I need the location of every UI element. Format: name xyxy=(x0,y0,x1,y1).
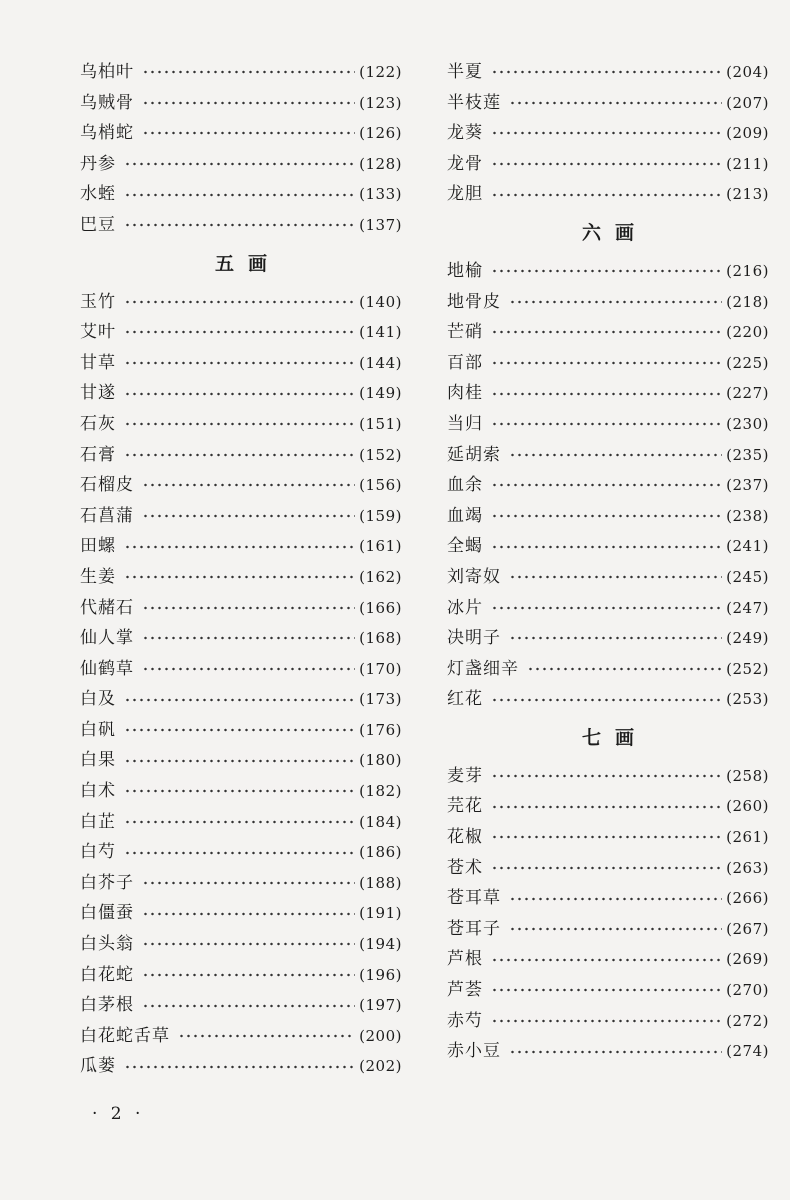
dot-leader xyxy=(142,606,355,610)
entry-page-number: (122) xyxy=(359,63,402,81)
entry-name: 苍术 xyxy=(447,857,483,878)
dot-leader xyxy=(124,1065,355,1069)
toc-entry xyxy=(447,440,769,471)
entry-page-number: (156) xyxy=(359,476,402,495)
toc-entry xyxy=(447,623,769,654)
entry-name: 田螺 xyxy=(80,536,116,557)
dot-leader xyxy=(491,698,722,702)
entry-page-number: (213) xyxy=(726,185,769,204)
toc-entry xyxy=(447,883,769,914)
entry-page-number: (267) xyxy=(726,919,769,938)
entry-page-number: (274) xyxy=(726,1042,769,1061)
toc-entry xyxy=(447,287,769,318)
entry-name: 白术 xyxy=(80,781,116,802)
entry-page-number: (186) xyxy=(359,843,402,862)
entry-name: 甘遂 xyxy=(80,383,116,404)
dot-leader xyxy=(142,514,355,518)
entry-name: 血余 xyxy=(447,475,483,496)
toc-entry xyxy=(447,684,769,715)
entry-page-number: (211) xyxy=(726,154,769,173)
toc-entry xyxy=(80,179,402,210)
dot-leader xyxy=(178,1034,355,1038)
dot-leader xyxy=(509,636,722,640)
toc-entry xyxy=(80,470,402,501)
toc-entry xyxy=(80,378,402,409)
entry-page-number: (166) xyxy=(359,598,402,617)
toc-entry xyxy=(80,562,402,593)
entry-page-number: (161) xyxy=(359,537,402,556)
entry-name: 白花蛇 xyxy=(80,964,134,985)
toc-entry xyxy=(80,88,402,119)
entry-name: 甘草 xyxy=(80,352,116,373)
toc-entry xyxy=(80,684,402,715)
dot-leader xyxy=(142,973,355,977)
entry-page-number: (197) xyxy=(359,996,402,1015)
dot-leader xyxy=(124,728,355,732)
toc-entry xyxy=(447,1036,769,1067)
entry-name: 血竭 xyxy=(447,505,483,526)
dot-leader xyxy=(142,881,355,885)
dot-leader xyxy=(491,131,722,135)
entry-name: 巴豆 xyxy=(80,214,116,235)
toc-entry xyxy=(80,623,402,654)
dot-leader xyxy=(491,606,722,610)
entry-page-number: (202) xyxy=(359,1057,402,1076)
entry-page-number: (247) xyxy=(726,598,769,617)
toc-entry xyxy=(80,776,402,807)
dot-leader xyxy=(142,101,355,105)
entry-page-number: (218) xyxy=(726,292,769,311)
toc-entry xyxy=(447,118,769,149)
dot-leader xyxy=(509,101,722,105)
toc-entry xyxy=(80,210,402,241)
entry-page-number: (269) xyxy=(726,950,769,969)
entry-page-number: (144) xyxy=(359,353,402,372)
dot-leader xyxy=(527,667,722,671)
toc-entry xyxy=(80,868,402,899)
dot-leader xyxy=(142,131,355,135)
dot-leader xyxy=(491,774,722,778)
entry-name: 红花 xyxy=(447,689,483,710)
entry-name: 龙胆 xyxy=(447,184,483,205)
toc-entry xyxy=(80,807,402,838)
dot-leader xyxy=(491,70,722,74)
dot-leader xyxy=(124,759,355,763)
toc-entry xyxy=(80,501,402,532)
entry-name: 白茅根 xyxy=(80,995,134,1016)
entry-page-number: (126) xyxy=(359,124,402,143)
dot-leader xyxy=(124,453,355,457)
entry-name: 延胡索 xyxy=(447,444,501,465)
dot-leader xyxy=(509,927,722,931)
entry-name: 苍耳草 xyxy=(447,888,501,909)
entry-name: 白芍 xyxy=(80,842,116,863)
toc-entry xyxy=(447,593,769,624)
dot-leader xyxy=(509,575,722,579)
dot-leader xyxy=(124,193,355,197)
entry-name: 龙葵 xyxy=(447,123,483,144)
entry-page-number: (272) xyxy=(726,1011,769,1030)
toc-entry xyxy=(447,1006,769,1037)
entry-page-number: (209) xyxy=(726,124,769,143)
entry-page-number: (140) xyxy=(359,292,402,311)
dot-leader xyxy=(124,820,355,824)
entry-name: 白矾 xyxy=(80,719,116,740)
entry-page-number: (184) xyxy=(359,812,402,831)
toc-entry xyxy=(80,287,402,318)
entry-page-number: (196) xyxy=(359,965,402,984)
entry-name: 白芥子 xyxy=(80,872,134,893)
entry-page-number: (260) xyxy=(726,797,769,816)
entry-name: 半夏 xyxy=(447,62,483,82)
dot-leader xyxy=(124,300,355,304)
dot-leader xyxy=(491,483,722,487)
entry-name: 代赭石 xyxy=(80,597,134,618)
entry-name: 石榴皮 xyxy=(80,475,134,496)
dot-leader xyxy=(491,193,722,197)
entry-name: 石膏 xyxy=(80,444,116,465)
toc-entry xyxy=(80,745,402,776)
left-column xyxy=(80,57,402,1082)
toc-entry xyxy=(80,149,402,180)
dot-leader xyxy=(491,988,722,992)
entry-name: 地榆 xyxy=(447,260,483,281)
dot-leader xyxy=(142,483,355,487)
entry-name: 乌梢蛇 xyxy=(80,123,134,144)
entry-page-number: (235) xyxy=(726,445,769,464)
entry-name: 肉桂 xyxy=(447,383,483,404)
toc-entry xyxy=(447,944,769,975)
entry-page-number: (137) xyxy=(359,215,402,234)
dot-leader xyxy=(491,866,722,870)
entry-name: 白僵蚕 xyxy=(80,903,134,924)
dot-leader xyxy=(124,851,355,855)
entry-page-number: (123) xyxy=(359,93,402,112)
entry-page-number: (207) xyxy=(726,93,769,112)
entry-page-number: (176) xyxy=(359,720,402,739)
dot-leader xyxy=(142,912,355,916)
dot-leader xyxy=(491,392,722,396)
entry-name: 赤芍 xyxy=(447,1010,483,1031)
toc-entry xyxy=(447,654,769,685)
toc-entry xyxy=(80,990,402,1021)
entry-name: 水蛭 xyxy=(80,184,116,205)
entry-page-number: (168) xyxy=(359,629,402,648)
entry-name: 灯盏细辛 xyxy=(447,658,519,679)
entry-name: 半枝莲 xyxy=(447,92,501,113)
toc-entry xyxy=(447,179,769,210)
entry-page-number: (270) xyxy=(726,981,769,1000)
entry-name: 花椒 xyxy=(447,827,483,848)
entry-name: 白果 xyxy=(80,750,116,771)
section-heading: 六画 xyxy=(581,221,648,244)
entry-page-number: (149) xyxy=(359,384,402,403)
entry-page-number: (261) xyxy=(726,828,769,847)
right-column xyxy=(447,57,769,1067)
dot-leader xyxy=(124,575,355,579)
entry-page-number: (237) xyxy=(726,476,769,495)
entry-name: 赤小豆 xyxy=(447,1041,501,1062)
toc-entry xyxy=(447,317,769,348)
toc-entry xyxy=(80,654,402,685)
toc-entry xyxy=(80,57,402,88)
dot-leader xyxy=(491,835,722,839)
entry-page-number: (162) xyxy=(359,567,402,586)
dot-leader xyxy=(491,545,722,549)
entry-page-number: (245) xyxy=(726,567,769,586)
section-heading: 七画 xyxy=(581,726,648,749)
toc-entry xyxy=(80,960,402,991)
toc-entry xyxy=(80,837,402,868)
entry-page-number: (194) xyxy=(359,935,402,954)
dot-leader xyxy=(491,330,722,334)
section-heading: 五画 xyxy=(214,252,281,275)
entry-page-number: (200) xyxy=(359,1026,402,1045)
entry-page-number: (227) xyxy=(726,384,769,403)
entry-page-number: (225) xyxy=(726,353,769,372)
entry-name: 刘寄奴 xyxy=(447,566,501,587)
entry-page-number: (238) xyxy=(726,506,769,525)
dot-leader xyxy=(491,269,722,273)
entry-page-number: (128) xyxy=(359,154,402,173)
entry-page-number: (241) xyxy=(726,537,769,556)
entry-page-number: (263) xyxy=(726,858,769,877)
entry-name: 地骨皮 xyxy=(447,291,501,312)
dot-leader xyxy=(491,805,722,809)
toc-entry xyxy=(447,822,769,853)
dot-leader xyxy=(491,361,722,365)
dot-leader xyxy=(124,392,355,396)
toc-entry xyxy=(447,409,769,440)
entry-name: 麦芽 xyxy=(447,765,483,786)
toc-entry xyxy=(447,256,769,287)
toc-entry xyxy=(447,88,769,119)
entry-page-number: (151) xyxy=(359,414,402,433)
entry-name: 芦根 xyxy=(447,949,483,970)
dot-leader xyxy=(124,162,355,166)
entry-page-number: (170) xyxy=(359,659,402,678)
dot-leader xyxy=(124,789,355,793)
toc-entry xyxy=(80,898,402,929)
entry-page-number: (266) xyxy=(726,889,769,908)
toc-entry xyxy=(80,715,402,746)
entry-name: 冰片 xyxy=(447,597,483,618)
dot-leader xyxy=(124,223,355,227)
dot-leader xyxy=(124,330,355,334)
dot-leader xyxy=(142,636,355,640)
dot-leader xyxy=(491,422,722,426)
entry-name: 白芷 xyxy=(80,811,116,832)
entry-page-number: (133) xyxy=(359,185,402,204)
entry-name: 石灰 xyxy=(80,413,116,434)
entry-page-number: (191) xyxy=(359,904,402,923)
entry-name: 龙骨 xyxy=(447,153,483,174)
dot-leader xyxy=(491,1019,722,1023)
entry-name: 丹参 xyxy=(80,153,116,174)
entry-name: 白及 xyxy=(80,689,116,710)
toc-entry xyxy=(80,593,402,624)
toc-entry xyxy=(447,501,769,532)
entry-name: 仙鹤草 xyxy=(80,658,134,679)
entry-name: 瓜蒌 xyxy=(80,1056,116,1077)
entry-name: 百部 xyxy=(447,352,483,373)
toc-entry xyxy=(80,929,402,960)
entry-name: 玉竹 xyxy=(80,291,116,312)
dot-leader xyxy=(509,1050,722,1054)
toc-entry xyxy=(80,317,402,348)
dot-leader xyxy=(124,361,355,365)
toc-entry xyxy=(80,1051,402,1082)
dot-leader xyxy=(509,897,722,901)
entry-name: 芦荟 xyxy=(447,980,483,1001)
toc-entry xyxy=(447,975,769,1006)
dot-leader xyxy=(491,958,722,962)
toc-entry xyxy=(80,440,402,471)
toc-entry xyxy=(80,409,402,440)
toc-entry xyxy=(447,149,769,180)
entry-page-number: (173) xyxy=(359,690,402,709)
toc-entry xyxy=(447,378,769,409)
entry-name: 乌贼骨 xyxy=(80,92,134,113)
entry-name: 石菖蒲 xyxy=(80,505,134,526)
entry-name: 白头翁 xyxy=(80,934,134,955)
entry-page-number: (253) xyxy=(726,690,769,709)
entry-page-number: (249) xyxy=(726,629,769,648)
toc-entry xyxy=(80,348,402,379)
toc-entry xyxy=(447,791,769,822)
toc-entry xyxy=(80,1021,402,1052)
toc-entry xyxy=(80,118,402,149)
entry-name: 生姜 xyxy=(80,566,116,587)
dot-leader xyxy=(509,453,722,457)
entry-page-number: (220) xyxy=(726,323,769,342)
toc-entry xyxy=(447,761,769,792)
toc-entry xyxy=(447,531,769,562)
dot-leader xyxy=(124,422,355,426)
toc-entry xyxy=(447,914,769,945)
entry-name: 仙人掌 xyxy=(80,628,134,649)
entry-name: 艾叶 xyxy=(80,322,116,343)
entry-page-number: (230) xyxy=(726,414,769,433)
dot-leader xyxy=(142,667,355,671)
entry-page-number: (216) xyxy=(726,261,769,280)
dot-leader xyxy=(124,698,355,702)
entry-name: 决明子 xyxy=(447,628,501,649)
entry-name: 芫花 xyxy=(447,796,483,817)
entry-name: 芒硝 xyxy=(447,322,483,343)
entry-name: 全蝎 xyxy=(447,536,483,557)
entry-name: 白花蛇舌草 xyxy=(80,1025,170,1046)
entry-name: 苍耳子 xyxy=(447,918,501,939)
page-number: · 2 · xyxy=(92,1104,145,1124)
dot-leader xyxy=(491,514,722,518)
dot-leader xyxy=(124,545,355,549)
entry-page-number: (188) xyxy=(359,873,402,892)
dot-leader xyxy=(142,70,355,74)
entry-name: 乌柏叶 xyxy=(80,62,134,82)
entry-page-number: (258) xyxy=(726,766,769,785)
entry-name: 当归 xyxy=(447,413,483,434)
entry-page-number: (204) xyxy=(726,63,769,81)
dot-leader xyxy=(491,162,722,166)
toc-entry xyxy=(447,57,769,88)
dot-leader xyxy=(142,942,355,946)
toc-entry xyxy=(447,348,769,379)
entry-page-number: (141) xyxy=(359,323,402,342)
dot-leader xyxy=(142,1004,355,1008)
entry-page-number: (182) xyxy=(359,782,402,801)
entry-page-number: (159) xyxy=(359,506,402,525)
toc-entry xyxy=(80,531,402,562)
entry-page-number: (180) xyxy=(359,751,402,770)
entry-page-number: (152) xyxy=(359,445,402,464)
dot-leader xyxy=(509,300,722,304)
toc-entry xyxy=(447,470,769,501)
toc-entry xyxy=(447,853,769,884)
toc-entry xyxy=(447,562,769,593)
entry-page-number: (252) xyxy=(726,659,769,678)
